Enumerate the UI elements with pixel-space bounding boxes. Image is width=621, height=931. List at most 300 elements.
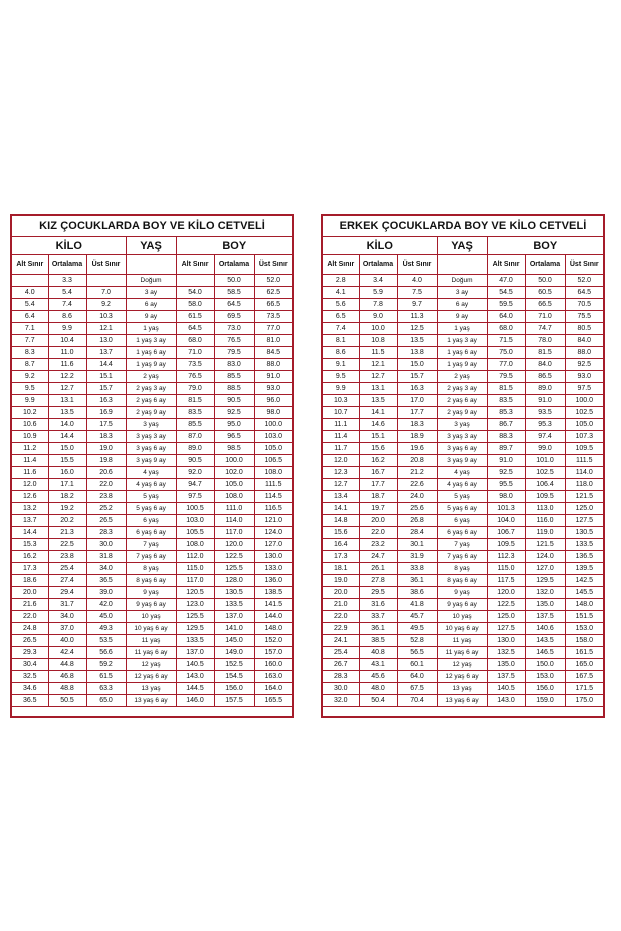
boy-ortalama-cell: 86.5 xyxy=(525,371,565,383)
kilo-ortalama-cell: 15.5 xyxy=(48,455,86,467)
yas-cell: 6 ay xyxy=(437,299,487,311)
table-row xyxy=(323,275,603,287)
kilo-ortalama-cell: 37.0 xyxy=(48,623,86,635)
boy-ortalama-cell: 85.5 xyxy=(214,371,254,383)
boy-ust-cell: 138.5 xyxy=(254,587,292,599)
boy-alt-cell: 133.5 xyxy=(176,635,214,647)
kilo-ortalama-cell: 33.7 xyxy=(359,611,397,623)
kilo-ust-cell: 17.7 xyxy=(397,407,437,419)
yas-cell: 2 yaş 9 ay xyxy=(437,407,487,419)
kilo-alt-cell: 9.1 xyxy=(323,359,359,371)
girls-kilo-ortalama-header: Ortalama xyxy=(48,255,86,275)
boy-alt-cell: 88.3 xyxy=(487,431,525,443)
yas-cell: 5 yaş 6 ay xyxy=(126,503,176,515)
kilo-alt-cell: 14.1 xyxy=(323,503,359,515)
kilo-ortalama-cell: 9.9 xyxy=(48,323,86,335)
boy-alt-cell: 143.0 xyxy=(487,695,525,707)
boy-ortalama-cell: 84.0 xyxy=(525,359,565,371)
girls-kilo-ust-header: Üst Sınır xyxy=(86,255,126,275)
boys-boy-ortalama-header: Ortalama xyxy=(525,255,565,275)
yas-cell: 7 yaş 6 ay xyxy=(126,551,176,563)
boy-alt-cell: 95.5 xyxy=(487,479,525,491)
boy-ust-cell: 139.5 xyxy=(565,563,603,575)
kilo-ortalama-cell: 13.1 xyxy=(48,395,86,407)
kilo-alt-cell: 21.0 xyxy=(323,599,359,611)
boy-ust-cell: 93.0 xyxy=(254,383,292,395)
boy-ust-cell: 84.0 xyxy=(565,335,603,347)
boy-ortalama-cell: 129.5 xyxy=(525,575,565,587)
table-row xyxy=(323,359,603,371)
boy-ortalama-cell: 132.0 xyxy=(525,587,565,599)
table-row xyxy=(12,551,292,563)
kilo-ust-cell: 53.5 xyxy=(86,635,126,647)
table-row xyxy=(323,587,603,599)
table-row xyxy=(12,491,292,503)
boy-ust-cell: 124.0 xyxy=(254,527,292,539)
kilo-alt-cell: 6.5 xyxy=(323,311,359,323)
yas-cell: 1 yaş xyxy=(126,323,176,335)
boy-ortalama-cell: 58.5 xyxy=(214,287,254,299)
boy-alt-cell: 120.5 xyxy=(176,587,214,599)
kilo-alt-cell: 30.4 xyxy=(12,659,48,671)
kilo-ortalama-cell: 11.0 xyxy=(48,347,86,359)
table-row xyxy=(323,395,603,407)
kilo-alt-cell xyxy=(12,275,48,287)
kilo-alt-cell: 26.7 xyxy=(323,659,359,671)
kilo-ortalama-cell: 19.2 xyxy=(48,503,86,515)
table-row xyxy=(12,539,292,551)
boy-ust-cell: 157.0 xyxy=(254,647,292,659)
kilo-ust-cell: 56.6 xyxy=(86,647,126,659)
boy-ortalama-cell: 114.0 xyxy=(214,515,254,527)
boy-ortalama-cell: 152.5 xyxy=(214,659,254,671)
boy-alt-cell: 132.5 xyxy=(487,647,525,659)
yas-cell: 8 yaş xyxy=(437,563,487,575)
table-row xyxy=(323,479,603,491)
kilo-alt-cell: 22.9 xyxy=(323,623,359,635)
boy-ortalama-cell: 100.0 xyxy=(214,455,254,467)
boy-ust-cell: 133.0 xyxy=(254,563,292,575)
kilo-alt-cell: 10.3 xyxy=(323,395,359,407)
kilo-ust-cell: 63.3 xyxy=(86,683,126,695)
boy-ortalama-cell: 50.0 xyxy=(214,275,254,287)
boy-alt-cell: 115.0 xyxy=(176,563,214,575)
kilo-alt-cell: 13.7 xyxy=(12,515,48,527)
boy-alt-cell: 71.0 xyxy=(176,347,214,359)
table-row xyxy=(12,287,292,299)
boy-ortalama-cell: 92.5 xyxy=(214,407,254,419)
kilo-ortalama-cell: 7.4 xyxy=(48,299,86,311)
table-row xyxy=(12,431,292,443)
table-row xyxy=(12,467,292,479)
kilo-alt-cell: 7.4 xyxy=(323,323,359,335)
table-row xyxy=(323,371,603,383)
kilo-alt-cell: 24.8 xyxy=(12,623,48,635)
kilo-ortalama-cell: 29.4 xyxy=(48,587,86,599)
yas-cell: 3 ay xyxy=(126,287,176,299)
kilo-alt-cell: 22.0 xyxy=(323,611,359,623)
boy-ust-cell: 66.5 xyxy=(254,299,292,311)
kilo-alt-cell: 11.1 xyxy=(323,419,359,431)
kilo-alt-cell: 30.0 xyxy=(323,683,359,695)
boy-alt-cell: 130.0 xyxy=(487,635,525,647)
boy-ust-cell: 93.0 xyxy=(565,371,603,383)
kilo-ortalama-cell: 16.7 xyxy=(359,467,397,479)
boy-alt-cell: 68.0 xyxy=(487,323,525,335)
girls-yas-header: YAŞ xyxy=(126,237,176,255)
table-row xyxy=(323,347,603,359)
kilo-ortalama-cell: 17.7 xyxy=(359,479,397,491)
kilo-ortalama-cell: 5.9 xyxy=(359,287,397,299)
boy-ust-cell: 88.0 xyxy=(254,359,292,371)
kilo-alt-cell: 12.0 xyxy=(323,455,359,467)
kilo-ust-cell: 28.3 xyxy=(86,527,126,539)
kilo-ortalama-cell: 40.0 xyxy=(48,635,86,647)
girls-kilo-alt-header: Alt Sınır xyxy=(12,255,48,275)
boy-alt-cell: 144.5 xyxy=(176,683,214,695)
table-row xyxy=(12,371,292,383)
kilo-ortalama-cell: 22.0 xyxy=(359,527,397,539)
kilo-ust-cell: 13.5 xyxy=(397,335,437,347)
kilo-alt-cell: 22.0 xyxy=(12,611,48,623)
kilo-ust-cell: 45.0 xyxy=(86,611,126,623)
yas-cell: 12 yaş 6 ay xyxy=(126,671,176,683)
boy-ust-cell: 100.0 xyxy=(254,419,292,431)
boy-ortalama-cell: 143.5 xyxy=(525,635,565,647)
yas-cell: Doğum xyxy=(437,275,487,287)
boy-ortalama-cell: 102.0 xyxy=(214,467,254,479)
yas-cell: 3 yaş 9 ay xyxy=(126,455,176,467)
boy-alt-cell: 76.5 xyxy=(176,371,214,383)
boy-ust-cell: 165.5 xyxy=(254,695,292,707)
kilo-ortalama-cell: 11.5 xyxy=(359,347,397,359)
table-row xyxy=(323,647,603,659)
kilo-alt-cell: 10.2 xyxy=(12,407,48,419)
boy-ust-cell: 136.0 xyxy=(254,575,292,587)
boy-alt-cell: 98.0 xyxy=(487,491,525,503)
girls-yas-subheader xyxy=(126,255,176,275)
boy-alt-cell: 91.0 xyxy=(487,455,525,467)
kilo-alt-cell: 26.5 xyxy=(12,635,48,647)
boy-ust-cell: 127.0 xyxy=(254,539,292,551)
kilo-alt-cell: 9.9 xyxy=(12,395,48,407)
kilo-ust-cell: 36.5 xyxy=(86,575,126,587)
boy-ortalama-cell: 156.0 xyxy=(525,683,565,695)
boy-ortalama-cell: 116.0 xyxy=(525,515,565,527)
kilo-ortalama-cell: 15.0 xyxy=(48,443,86,455)
boy-ust-cell: 175.0 xyxy=(565,695,603,707)
table-row xyxy=(12,275,292,287)
boy-alt-cell: 112.3 xyxy=(487,551,525,563)
boy-ortalama-cell: 127.0 xyxy=(525,563,565,575)
boy-ust-cell: 145.5 xyxy=(565,587,603,599)
boy-ortalama-cell: 122.5 xyxy=(214,551,254,563)
boy-ust-cell: 108.0 xyxy=(254,467,292,479)
yas-cell: 10 yaş 6 ay xyxy=(437,623,487,635)
table-row xyxy=(323,323,603,335)
boy-ust-cell: 136.5 xyxy=(565,551,603,563)
boy-ust-cell: 102.5 xyxy=(565,407,603,419)
kilo-ust-cell: 25.6 xyxy=(397,503,437,515)
yas-cell: 2 yaş xyxy=(437,371,487,383)
table-row xyxy=(12,527,292,539)
kilo-ortalama-cell: 17.1 xyxy=(48,479,86,491)
boy-alt-cell: 54.5 xyxy=(487,287,525,299)
kilo-ortalama-cell: 14.0 xyxy=(48,419,86,431)
boy-alt-cell: 97.5 xyxy=(176,491,214,503)
kilo-ortalama-cell: 14.6 xyxy=(359,419,397,431)
table-row xyxy=(323,335,603,347)
table-row xyxy=(12,515,292,527)
boy-ust-cell: 133.5 xyxy=(565,539,603,551)
boys-boy-header: BOY xyxy=(487,237,603,255)
boys-kilo-ust-header: Üst Sınır xyxy=(397,255,437,275)
yas-cell: 1 yaş 3 ay xyxy=(437,335,487,347)
kilo-ust-cell: 22.0 xyxy=(86,479,126,491)
boy-ortalama-cell: 73.0 xyxy=(214,323,254,335)
boy-ortalama-cell: 91.0 xyxy=(525,395,565,407)
table-row xyxy=(12,455,292,467)
boys-kilo-ortalama-header: Ortalama xyxy=(359,255,397,275)
table-row xyxy=(323,671,603,683)
kilo-alt-cell: 12.7 xyxy=(323,479,359,491)
yas-cell: 6 yaş 6 ay xyxy=(437,527,487,539)
kilo-ust-cell: 16.3 xyxy=(86,395,126,407)
table-row xyxy=(12,299,292,311)
kilo-alt-cell: 20.0 xyxy=(12,587,48,599)
boy-ortalama-cell: 135.0 xyxy=(525,599,565,611)
kilo-ust-cell: 13.8 xyxy=(397,347,437,359)
boys-yas-subheader xyxy=(437,255,487,275)
boy-ortalama-cell: 90.5 xyxy=(214,395,254,407)
boy-alt-cell: 92.0 xyxy=(176,467,214,479)
table-row xyxy=(323,443,603,455)
boy-ust-cell: 130.0 xyxy=(254,551,292,563)
kilo-alt-cell: 19.0 xyxy=(323,575,359,587)
yas-cell: 5 yaş 6 ay xyxy=(437,503,487,515)
yas-cell: 2 yaş 3 ay xyxy=(126,383,176,395)
kilo-ortalama-cell: 8.6 xyxy=(48,311,86,323)
boy-ortalama-cell: 133.5 xyxy=(214,599,254,611)
kilo-alt-cell: 9.5 xyxy=(323,371,359,383)
kilo-alt-cell: 10.9 xyxy=(12,431,48,443)
table-row xyxy=(323,311,603,323)
boys-kilo-header: KİLO xyxy=(323,237,437,255)
boy-ortalama-cell: 156.0 xyxy=(214,683,254,695)
boy-alt-cell: 71.5 xyxy=(487,335,525,347)
kilo-alt-cell: 14.8 xyxy=(323,515,359,527)
kilo-alt-cell: 21.6 xyxy=(12,599,48,611)
kilo-ortalama-cell: 15.1 xyxy=(359,431,397,443)
boy-alt-cell: 117.5 xyxy=(487,575,525,587)
boy-alt-cell: 47.0 xyxy=(487,275,525,287)
kilo-ust-cell: 34.0 xyxy=(86,563,126,575)
boy-alt-cell: 92.5 xyxy=(487,467,525,479)
boy-alt-cell: 140.5 xyxy=(176,659,214,671)
boy-alt-cell xyxy=(176,275,214,287)
kilo-ust-cell: 56.5 xyxy=(397,647,437,659)
yas-cell: 4 yaş xyxy=(126,467,176,479)
boy-ortalama-cell: 78.0 xyxy=(525,335,565,347)
kilo-ust-cell: 4.0 xyxy=(397,275,437,287)
boy-alt-cell: 90.5 xyxy=(176,455,214,467)
boy-ust-cell: 111.5 xyxy=(254,479,292,491)
kilo-alt-cell: 7.7 xyxy=(12,335,48,347)
boy-ust-cell: 160.0 xyxy=(254,659,292,671)
boy-alt-cell: 79.0 xyxy=(176,383,214,395)
boy-ortalama-cell: 125.5 xyxy=(214,563,254,575)
boys-growth-table xyxy=(323,237,603,707)
boy-ust-cell: 88.0 xyxy=(565,347,603,359)
boy-alt-cell: 125.0 xyxy=(487,611,525,623)
kilo-ortalama-cell: 42.4 xyxy=(48,647,86,659)
table-row xyxy=(12,347,292,359)
kilo-ortalama-cell: 31.6 xyxy=(359,599,397,611)
kilo-ortalama-cell: 19.7 xyxy=(359,503,397,515)
kilo-alt-cell: 8.1 xyxy=(323,335,359,347)
boy-ortalama-cell: 146.5 xyxy=(525,647,565,659)
boy-ust-cell: 96.0 xyxy=(254,395,292,407)
yas-cell: 4 yaş 6 ay xyxy=(437,479,487,491)
boy-alt-cell: 137.0 xyxy=(176,647,214,659)
kilo-ortalama-cell: 22.5 xyxy=(48,539,86,551)
table-row xyxy=(12,599,292,611)
kilo-ortalama-cell: 13.5 xyxy=(48,407,86,419)
boy-ust-cell: 125.0 xyxy=(565,503,603,515)
kilo-ust-cell: 19.8 xyxy=(86,455,126,467)
yas-cell: 9 ay xyxy=(437,311,487,323)
kilo-alt-cell: 9.5 xyxy=(12,383,48,395)
boy-ortalama-cell: 69.5 xyxy=(214,311,254,323)
boys-boy-alt-header: Alt Sınır xyxy=(487,255,525,275)
kilo-ust-cell: 30.0 xyxy=(86,539,126,551)
kilo-ust-cell: 28.4 xyxy=(397,527,437,539)
boy-ortalama-cell: 108.0 xyxy=(214,491,254,503)
boy-alt-cell: 64.0 xyxy=(487,311,525,323)
boy-ust-cell: 127.5 xyxy=(565,515,603,527)
kilo-alt-cell: 25.4 xyxy=(323,647,359,659)
boy-ust-cell: 158.0 xyxy=(565,635,603,647)
kilo-ortalama-cell: 10.0 xyxy=(359,323,397,335)
boy-ust-cell: 114.0 xyxy=(565,467,603,479)
boy-ust-cell: 52.0 xyxy=(254,275,292,287)
boy-ortalama-cell: 121.5 xyxy=(525,539,565,551)
boy-alt-cell: 117.0 xyxy=(176,575,214,587)
boy-alt-cell: 86.7 xyxy=(487,419,525,431)
boy-alt-cell: 127.5 xyxy=(487,623,525,635)
boy-alt-cell: 100.5 xyxy=(176,503,214,515)
boy-ortalama-cell: 117.0 xyxy=(214,527,254,539)
kilo-alt-cell: 16.2 xyxy=(12,551,48,563)
boy-ust-cell: 151.5 xyxy=(565,611,603,623)
kilo-ortalama-cell: 44.8 xyxy=(48,659,86,671)
boy-ortalama-cell: 76.5 xyxy=(214,335,254,347)
table-row xyxy=(323,551,603,563)
kilo-ortalama-cell: 29.5 xyxy=(359,587,397,599)
table-row xyxy=(12,647,292,659)
kilo-ortalama-cell: 15.6 xyxy=(359,443,397,455)
girls-chart-title: KIZ ÇOCUKLARDA BOY VE KİLO CETVELİ xyxy=(12,216,292,237)
yas-cell: 9 ay xyxy=(126,311,176,323)
boy-ortalama-cell: 97.4 xyxy=(525,431,565,443)
boy-alt-cell: 87.0 xyxy=(176,431,214,443)
boy-alt-cell: 140.5 xyxy=(487,683,525,695)
kilo-ortalama-cell: 12.7 xyxy=(359,371,397,383)
table-row xyxy=(12,359,292,371)
kilo-ust-cell: 17.0 xyxy=(397,395,437,407)
kilo-alt-cell: 8.7 xyxy=(12,359,48,371)
boy-alt-cell: 64.5 xyxy=(176,323,214,335)
table-row xyxy=(323,431,603,443)
kilo-alt-cell: 24.1 xyxy=(323,635,359,647)
kilo-ust-cell: 16.9 xyxy=(86,407,126,419)
table-row xyxy=(12,563,292,575)
boy-alt-cell: 61.5 xyxy=(176,311,214,323)
yas-cell: 3 yaş 9 ay xyxy=(437,455,487,467)
boy-alt-cell: 94.7 xyxy=(176,479,214,491)
kilo-ortalama-cell: 23.2 xyxy=(359,539,397,551)
boy-ust-cell: 164.0 xyxy=(254,683,292,695)
kilo-alt-cell: 10.7 xyxy=(323,407,359,419)
boy-alt-cell: 85.3 xyxy=(487,407,525,419)
yas-cell: 11 yaş 6 ay xyxy=(126,647,176,659)
kilo-alt-cell: 29.3 xyxy=(12,647,48,659)
boy-ortalama-cell: 98.5 xyxy=(214,443,254,455)
boy-ust-cell: 109.5 xyxy=(565,443,603,455)
boy-alt-cell: 103.0 xyxy=(176,515,214,527)
table-row xyxy=(323,695,603,707)
boy-ust-cell: 52.0 xyxy=(565,275,603,287)
table-row xyxy=(12,683,292,695)
kilo-ust-cell: 36.1 xyxy=(397,575,437,587)
kilo-ortalama-cell: 11.6 xyxy=(48,359,86,371)
boy-ust-cell: 70.5 xyxy=(565,299,603,311)
kilo-alt-cell: 14.4 xyxy=(12,527,48,539)
boy-ortalama-cell: 145.0 xyxy=(214,635,254,647)
yas-cell: 3 yaş 3 ay xyxy=(437,431,487,443)
yas-cell: 6 yaş xyxy=(437,515,487,527)
kilo-alt-cell: 9.2 xyxy=(12,371,48,383)
boy-ust-cell: 161.5 xyxy=(565,647,603,659)
boy-alt-cell: 81.5 xyxy=(487,383,525,395)
kilo-ortalama-cell: 40.8 xyxy=(359,647,397,659)
kilo-ortalama-cell: 27.4 xyxy=(48,575,86,587)
boy-ortalama-cell: 101.0 xyxy=(525,455,565,467)
boy-ust-cell: 105.0 xyxy=(254,443,292,455)
kilo-alt-cell: 18.1 xyxy=(323,563,359,575)
boy-ust-cell: 64.5 xyxy=(565,287,603,299)
yas-cell: 12 yaş 6 ay xyxy=(437,671,487,683)
kilo-alt-cell: 6.4 xyxy=(12,311,48,323)
kilo-ortalama-cell: 18.2 xyxy=(48,491,86,503)
girls-boy-alt-header: Alt Sınır xyxy=(176,255,214,275)
kilo-ust-cell: 39.0 xyxy=(86,587,126,599)
boy-ust-cell: 107.3 xyxy=(565,431,603,443)
yas-cell: 13 yaş 6 ay xyxy=(437,695,487,707)
boy-ortalama-cell: 128.0 xyxy=(214,575,254,587)
kilo-ust-cell: 33.8 xyxy=(397,563,437,575)
kilo-ust-cell: 67.5 xyxy=(397,683,437,695)
yas-cell: 8 yaş xyxy=(126,563,176,575)
yas-cell: Doğum xyxy=(126,275,176,287)
yas-cell: 1 yaş xyxy=(437,323,487,335)
table-row xyxy=(323,515,603,527)
kilo-ortalama-cell: 48.8 xyxy=(48,683,86,695)
yas-cell: 3 ay xyxy=(437,287,487,299)
table-row xyxy=(12,695,292,707)
table-row xyxy=(323,299,603,311)
boy-ortalama-cell: 99.0 xyxy=(525,443,565,455)
